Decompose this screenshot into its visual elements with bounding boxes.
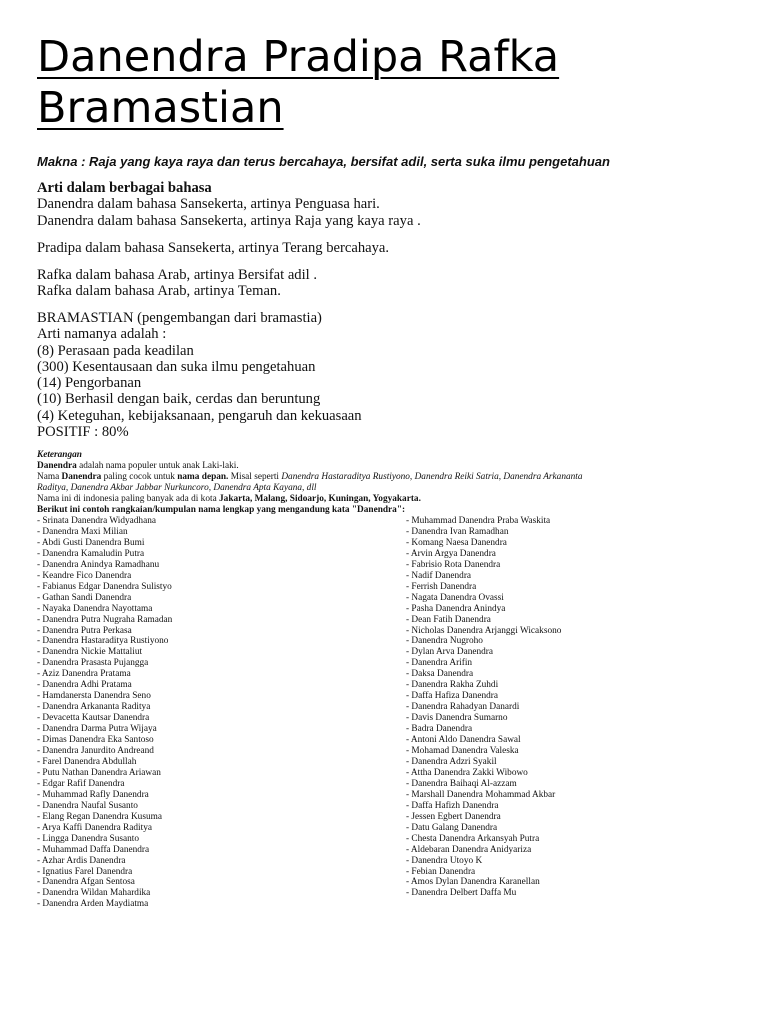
bramastian-positif: POSITIF : 80% <box>37 424 129 441</box>
arti-rafka <box>37 267 737 300</box>
arti-rafka-1: Rafka dalam bahasa Arab, artinya Bersifat adil . <box>37 267 318 283</box>
name-list-item: - Jessen Egbert Danendra <box>406 811 501 822</box>
name-list-item: - Komang Naesa Danendra <box>406 537 507 548</box>
arti-rafka-2: Rafka dalam bahasa Arab, artinya Teman. <box>37 283 281 300</box>
name-list-item: - Attha Danendra Zakki Wibowo <box>406 767 528 778</box>
name-list-item: - Muhammad Rafly Danendra <box>37 789 149 800</box>
name-list-item: - Danendra Kamaludin Putra <box>37 548 145 559</box>
name-list-item: - Abdi Gusti Danendra Bumi <box>37 537 145 548</box>
name-list-item: - Daffa Hafiza Danendra <box>406 691 498 702</box>
keterangan-line-2: Nama Danendra paling cocok untuk nama depan. Misal seperti Danendra Hastaraditya Rustiyono, Danendra Reiki Satria, Danendra Arkananta <box>37 472 583 482</box>
name-list-item: - Danendra Arden Maydiatma <box>37 899 149 910</box>
arti-section <box>37 180 737 229</box>
name-list-item: - Daksa Danendra <box>406 669 474 680</box>
page-title <box>37 32 737 134</box>
name-list-item: - Danendra Rahadyan Danardi <box>406 702 520 713</box>
name-list-item: - Davis Danendra Sumarno <box>406 713 508 724</box>
name-list-item: - Keandre Fico Danendra <box>37 570 132 581</box>
name-list-item: - Febian Danendra <box>406 866 476 877</box>
arti-danendra-2: Danendra dalam bahasa Sansekerta, artinya Raja yang kaya raya . <box>37 212 421 229</box>
name-list-item: - Danendra Maxi Milian <box>37 526 128 537</box>
title-line-1: Danendra Pradipa Rafka <box>37 32 560 82</box>
name-list-item: - Aldebaran Danendra Anidyariza <box>406 844 532 855</box>
keterangan-line-3: Raditya, Danendra Akbar Jabbar Nurkuncoro, Danendra Apta Kayana, dll <box>37 483 317 493</box>
keterangan-line-1: Danendra adalah nama populer untuk anak Laki-laki. <box>37 461 239 471</box>
name-list-item: - Farel Danendra Abdullah <box>37 756 137 767</box>
name-list-item: - Danendra Prasasta Pujangga <box>37 658 149 669</box>
name-list-item: - Nayaka Danendra Nayottama <box>37 603 153 614</box>
name-list-item: - Gathan Sandi Danendra <box>37 592 132 603</box>
bramastian-item: (4) Keteguhan, kebijaksanaan, pengaruh dan kekuasaan <box>37 407 362 424</box>
name-list-item: - Fabrisio Rota Danendra <box>406 559 501 570</box>
name-list-item: - Danendra Hastaraditya Rustiyono <box>37 636 169 647</box>
arti-pradipa-text: Pradipa dalam bahasa Sansekerta, artinya Terang bercahaya. <box>37 240 390 256</box>
name-list-item: - Danendra Adzri Syakil <box>406 756 497 767</box>
name-list-item: - Mohamad Danendra Valeska <box>406 746 519 757</box>
title-line-2: Bramastian <box>37 83 284 133</box>
name-list-item: - Danendra Putra Perkasa <box>37 625 132 636</box>
arti-heading: Arti dalam berbagai bahasa <box>37 180 212 196</box>
name-list-item: - Muhammad Danendra Praba Waskita <box>406 516 551 526</box>
name-list-item: - Amos Dylan Danendra Karanellan <box>406 877 540 888</box>
name-list-item: - Lingga Danendra Susanto <box>37 833 139 844</box>
name-list-item: - Danendra Naufal Susanto <box>37 800 138 811</box>
bramastian-item: (10) Berhasil dengan baik, cerdas dan beruntung <box>37 391 321 408</box>
name-list-item: - Ignatius Farel Danendra <box>37 866 133 877</box>
bramastian-item: (300) Kesentausaan dan suka ilmu pengetahuan <box>37 358 316 375</box>
name-list-item: - Pasha Danendra Anindya <box>406 603 506 614</box>
keterangan-section <box>37 450 757 516</box>
name-list-item: - Dean Fatih Danendra <box>406 614 491 625</box>
name-list-item: - Nagata Danendra Ovassi <box>406 592 504 603</box>
name-list-item: - Danendra Wildan Mahardika <box>37 888 151 899</box>
arti-pradipa <box>37 240 737 256</box>
bramastian-item: (8) Perasaan pada keadilan <box>37 342 194 359</box>
name-list-item: - Marshall Danendra Mohammad Akbar <box>406 789 556 800</box>
name-list-item: - Danendra Nugroho <box>406 636 483 647</box>
name-list-item: - Putu Nathan Danendra Ariawan <box>37 767 161 778</box>
name-list-item: - Dylan Arva Danendra <box>406 647 493 658</box>
name-list-item: - Azhar Ardis Danendra <box>37 855 126 866</box>
names-list-left <box>37 516 172 910</box>
name-list-item: - Aziz Danendra Pratama <box>37 669 131 680</box>
name-list-item: - Danendra Janurdito Andreand <box>37 746 154 757</box>
name-list-item: - Arvin Argya Danendra <box>406 548 496 559</box>
name-list-item: - Nicholas Danendra Arjanggi Wicaksono <box>406 625 562 636</box>
makna-statement: Makna : Raja yang kaya raya dan terus bercahaya, bersifat adil, serta suka ilmu pengetahuan <box>37 154 610 169</box>
name-list-item: - Srinata Danendra Widyadhana <box>37 516 156 526</box>
keterangan-line-5: Berikut ini contoh rangkaian/kumpulan nama lengkap yang mengandung kata "Danendra": <box>37 505 406 515</box>
name-list-item: - Ferrish Danendra <box>406 581 477 592</box>
keterangan-line-4: Nama ini di indonesia paling banyak ada di kota Jakarta, Malang, Sidoarjo, Kuningan, Yogyakarta. <box>37 494 421 504</box>
name-list-item: - Danendra Utoyo K <box>406 855 483 866</box>
name-list-item: - Danendra Darma Putra Wijaya <box>37 724 157 735</box>
name-list-item: - Danendra Arkananta Raditya <box>37 702 151 713</box>
name-list-item: - Danendra Adhi Pratama <box>37 680 132 691</box>
name-list-item: - Danendra Nickie Mattaliut <box>37 647 143 658</box>
name-list-item: - Chesta Danendra Arkansyah Putra <box>406 833 540 844</box>
name-list-item: - Dimas Danendra Eka Santoso <box>37 735 154 746</box>
name-list-item: - Danendra Baihaqi Al-azzam <box>406 778 517 789</box>
name-list-item: - Datu Galang Danendra <box>406 822 498 833</box>
bramastian-line-1: BRAMASTIAN (pengembangan dari bramastia) <box>37 310 322 326</box>
name-list-item: - Danendra Anindya Ramadhanu <box>37 559 160 570</box>
name-list-item: - Daffa Hafizh Danendra <box>406 800 499 811</box>
name-list-item: - Danendra Delbert Daffa Mu <box>406 888 517 899</box>
keterangan-label: Keterangan <box>37 450 82 460</box>
name-list-item: - Elang Regan Danendra Kusuma <box>37 811 162 822</box>
name-list-item: - Nadif Danendra <box>406 570 472 581</box>
name-list-item: - Fabianus Edgar Danendra Sulistyo <box>37 581 172 592</box>
arti-danendra-1: Danendra dalam bahasa Sansekerta, artinya Penguasa hari. <box>37 196 380 213</box>
name-list-item: - Devacetta Kautsar Danendra <box>37 713 150 724</box>
names-list-right <box>406 516 561 899</box>
name-list-item: - Hamdanersta Danendra Seno <box>37 691 151 702</box>
name-list-item: - Danendra Putra Nugraha Ramadan <box>37 614 173 625</box>
name-list-item: - Antoni Aldo Danendra Sawal <box>406 735 521 746</box>
name-list-item: - Danendra Ivan Ramadhan <box>406 526 509 537</box>
name-list-item: - Danendra Arifin <box>406 658 473 669</box>
name-list-item: - Edgar Rafif Danendra <box>37 778 125 789</box>
name-list-item: - Badra Danendra <box>406 724 473 735</box>
bramastian-section <box>37 310 737 440</box>
name-list-item: - Danendra Rakha Zuhdi <box>406 680 499 691</box>
name-list-item: - Arya Kaffi Danendra Raditya <box>37 822 152 833</box>
name-list-item: - Muhammad Daffa Danendra <box>37 844 150 855</box>
bramastian-item: (14) Pengorbanan <box>37 375 142 392</box>
bramastian-line-2: Arti namanya adalah : <box>37 326 167 343</box>
name-list-item: - Danendra Afgan Sentosa <box>37 877 135 888</box>
